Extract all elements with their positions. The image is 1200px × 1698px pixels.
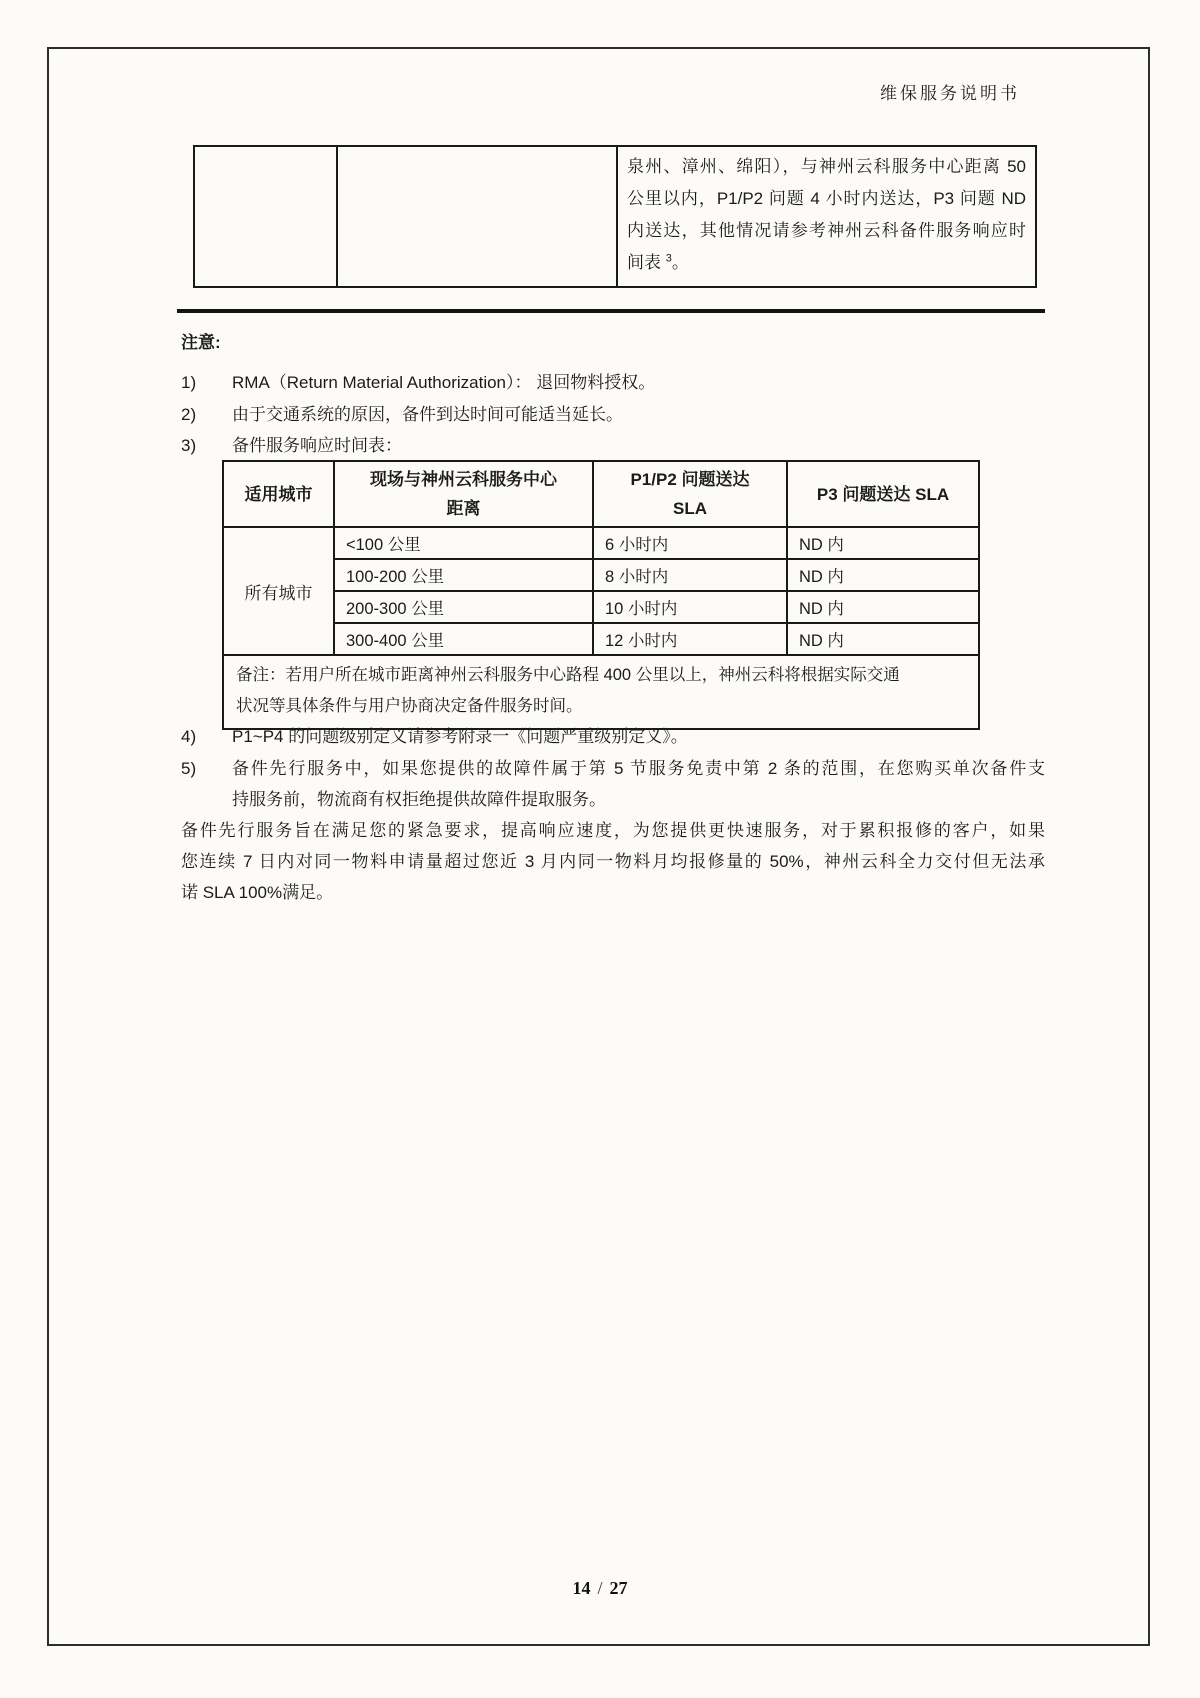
distance-cell: 200-300 公里 [334, 591, 593, 623]
header-p1p2-line1: P1/P2 问题送达 [630, 470, 750, 489]
p3-cell: ND 内 [787, 559, 979, 591]
closing-paragraph-line3: 诺 SLA 100%满足。 [181, 883, 334, 902]
notice-item-1-text: RMA（Return Material Authorization）： 退回物料授权。 [232, 373, 656, 392]
cell-text-line: 泉州、漳州、绵阳），与神州云科服务中心距离 50 [627, 157, 1026, 176]
table-row [223, 623, 979, 655]
table-row [223, 527, 979, 559]
p1p2-cell: 8 小时内 [593, 559, 787, 591]
city-group-cell: 所有城市 [223, 527, 334, 655]
p1p2-cell: 6 小时内 [593, 527, 787, 559]
page-number [0, 1578, 1200, 1599]
notice-item-2-text: 由于交通系统的原因，备件到达时间可能适当延长。 [232, 405, 623, 424]
cell-text-line: 内送达，其他情况请参考神州云科备件服务响应时 [627, 221, 1026, 240]
distance-cell: 300-400 公里 [334, 623, 593, 655]
notice-item-2-number: 2) [181, 405, 197, 424]
continuation-table-empty-cell-1 [195, 147, 338, 286]
header-distance-line1: 现场与神州云科服务中心 [370, 470, 557, 489]
notice-heading: 注意: [181, 333, 221, 352]
header-p3-sla: P3 问题送达 SLA [787, 461, 979, 527]
notice-item-5-number: 5) [181, 759, 197, 778]
response-time-header-row [223, 461, 979, 527]
table-note-row [223, 655, 979, 729]
distance-cell: 100-200 公里 [334, 559, 593, 591]
table-row [223, 559, 979, 591]
header-p1p2-sla [593, 461, 787, 527]
continuation-table-empty-cell-2 [338, 147, 618, 286]
header-distance [334, 461, 593, 527]
p1p2-cell: 12 小时内 [593, 623, 787, 655]
notice-item-5-line1: 备件先行服务中，如果您提供的故障件属于第 5 节服务免责中第 2 条的范围，在您购买单次备件支 [232, 759, 1045, 778]
notice-item-4-text: P1~P4 的问题级别定义请参考附录一《问题严重级别定义》。 [232, 727, 688, 746]
header-applicable-cities: 适用城市 [223, 461, 334, 527]
cell-text-tail: 间表 [627, 253, 666, 272]
page-number-separator: / [597, 1578, 603, 1598]
response-time-table [222, 460, 980, 730]
cell-text-line [627, 247, 1026, 279]
p3-cell: ND 内 [787, 623, 979, 655]
p3-cell: ND 内 [787, 591, 979, 623]
footnote-ref-3: 3 [665, 252, 672, 265]
closing-paragraph-line2: 您连续 7 日内对同一物料申请量超过您近 3 月内同一物料月均报修量的 50%，神州云科全力交付但无法承 [181, 852, 1045, 871]
notice-item-1-number: 1) [181, 373, 197, 392]
closing-paragraph-line1: 备件先行服务旨在满足您的紧急要求，提高响应速度，为您提供更快速服务，对于累积报修的客户，如果 [181, 821, 1045, 840]
section-divider-rule [177, 309, 1045, 313]
distance-cell: <100 公里 [334, 527, 593, 559]
continuation-table [193, 145, 1037, 288]
cell-text-period: 。 [671, 253, 689, 272]
notice-item-3-number: 3) [181, 436, 197, 455]
table-row [223, 591, 979, 623]
p1p2-cell: 10 小时内 [593, 591, 787, 623]
spare-parts-delivery-cell [618, 147, 1035, 286]
notice-item-3-text: 备件服务响应时间表： [232, 436, 402, 455]
notice-item-4-number: 4) [181, 727, 197, 746]
header-distance-line2: 距离 [446, 499, 481, 518]
table-note-line2: 状况等具体条件与用户协商决定备件服务时间。 [236, 697, 583, 715]
header-p1p2-line2: SLA [673, 499, 707, 518]
document-header-title: 维保服务说明书 [880, 84, 1020, 103]
notice-item-5-line2: 持服务前，物流商有权拒绝提供故障件提取服务。 [232, 790, 606, 809]
table-note-line1: 备注：若用户所在城市距离神州云科服务中心路程 400 公里以上，神州云科将根据实际交通 [236, 666, 900, 684]
page-number-total: 27 [609, 1578, 628, 1598]
table-note-cell [223, 655, 979, 729]
p3-cell: ND 内 [787, 527, 979, 559]
page-number-current: 14 [572, 1578, 591, 1598]
cell-text-line: 公里以内，P1/P2 问题 4 小时内送达，P3 问题 ND [627, 189, 1026, 208]
